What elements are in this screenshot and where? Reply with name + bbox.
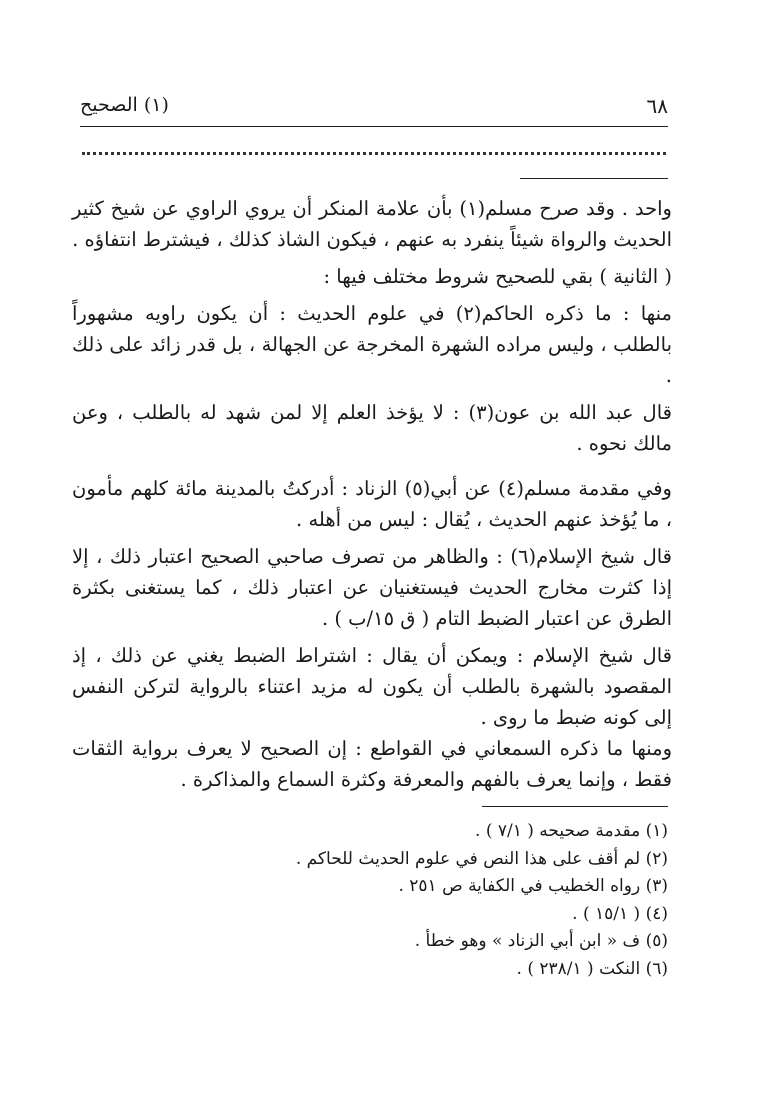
footnote: (٢) لم أقف على هذا النص في علوم الحديث للحاكم . <box>295 848 668 869</box>
footnotes <box>90 818 668 983</box>
footnote: (٤) ( ١٥/١ ) . <box>572 903 668 924</box>
page-number: ٦٨ <box>646 94 668 118</box>
footnote: (٦) النكت ( ٢٣٨/١ ) . <box>516 958 668 979</box>
paragraph: ( الثانية ) بقي للصحيح شروط مختلف فيها : <box>323 265 672 288</box>
paragraph: قال شيخ الإسلام : ويمكن أن يقال : اشتراط الضبط يغني عن ذلك ، إذ المقصود بالشهرة بالطلب أن يكون له مزيد اعتناء بالرواية لتركن النفس إلى كونه ضبط ما روى . <box>72 644 672 729</box>
page-header <box>80 92 668 127</box>
paragraph: قال شيخ الإسلام(٦) : والظاهر من تصرف صاحبي الصحيح اعتبار ذلك ، إلا إذا كثرت مخارج الحديث فيستغنيان عن اعتبار ذلك ، كما يستغنى بكثرة الطرق عن اعتبار الضبط التام ( ق ١٥/ب ) . <box>72 545 672 630</box>
paragraph: واحد . وقد صرح مسلم(١) بأن علامة المنكر أن يروي الراوي عن شيخ كثير الحديث والرواة شيئاً ينفرد به عنهم ، فيكون الشاذ كذلك ، فيشترط انتفاؤه . <box>72 197 672 251</box>
running-title: (١) الصحيح <box>80 94 169 116</box>
paragraph: ومنها ما ذكره السمعاني في القواطع : إن الصحيح لا يعرف برواية الثقات فقط ، وإنما يعرف بالفهم والمعرفة وكثرة السماع والمذاكرة . <box>72 737 672 791</box>
main-text <box>72 193 672 801</box>
short-separator <box>520 178 668 179</box>
footnote: (٥) ف « ابن أبي الزناد » وهو خطأ . <box>414 931 668 951</box>
dotted-separator <box>82 152 666 155</box>
footnote: (١) مقدمة صحيحه ( ٧/١ ) . <box>475 821 668 841</box>
footnote: (٣) رواه الخطيب في الكفاية ص ٢٥١ . <box>398 876 668 896</box>
paragraph: منها : ما ذكره الحاكم(٢) في علوم الحديث : أن يكون راويه مشهوراً بالطلب ، وليس مراده الشهرة المخرجة عن الجهالة ، بل قدر زائد على ذلك . <box>72 302 672 387</box>
footnote-separator <box>482 806 668 807</box>
paragraph: وفي مقدمة مسلم(٤) عن أبي(٥) الزناد : أدركتُ بالمدينة مائة كلهم مأمون ، ما يُؤخذ عنهم الحديث ، يُقال : ليس من أهله . <box>72 477 672 531</box>
paragraph: قال عبد الله بن عون(٣) : لا يؤخذ العلم إلا لمن شهد له بالطلب ، وعن مالك نحوه . <box>72 401 672 455</box>
